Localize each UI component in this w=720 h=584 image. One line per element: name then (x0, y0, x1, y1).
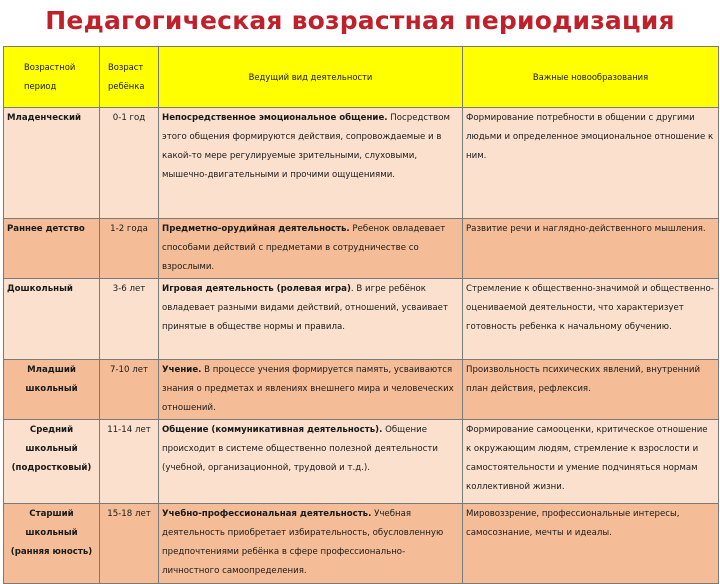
age-cell: 3-6 лет (100, 279, 159, 360)
activity-text: Посредством этого общения формируются действия, сопровождаемые и в какой-то мере регулируемые зрительными, слуховыми, мышечно-двигательными и прочими ощущениями. (162, 113, 450, 180)
header-activity: Ведущий вид деятельности (159, 47, 463, 108)
period-cell: Дошкольный (4, 279, 100, 360)
table-row (4, 108, 719, 219)
header-formations: Важные новообразования (463, 47, 719, 108)
period-cell: Младенческий (4, 108, 100, 219)
table-row (4, 504, 719, 584)
table-row (4, 360, 719, 420)
formations-cell: Мировоззрение, профессиональные интересы, самосознание, мечты и идеалы. (463, 504, 719, 584)
formations-cell: Произвольность психических явлений, внутренний план действия, рефлексия. (463, 360, 719, 420)
age-cell: 0-1 год (100, 108, 159, 219)
period-cell: Младший школьный (4, 360, 100, 420)
formations-cell: Формирование потребности в общении с другими людьми и определенное эмоциональное отношение к ним. (463, 108, 719, 219)
formations-cell: Формирование самооценки, критическое отношение к окружающим людям, стремление к взрослости и самостоятельности и умение подчиняться нормам коллективной жизни. (463, 420, 719, 504)
formations-cell: Стремление к общественно-значимой и общественно-оцениваемой деятельности, что характеризует готовность ребенка к начальному обучению. (463, 279, 719, 360)
activity-bold: Общение (коммуникативная деятельность). (162, 425, 383, 435)
activity-cell (159, 108, 463, 219)
header-age: Возраст ребёнка (100, 47, 159, 108)
period-cell: Средний школьный (подростковый) (4, 420, 100, 504)
period-cell: Раннее детство (4, 219, 100, 279)
activity-cell (159, 279, 463, 360)
age-cell: 11-14 лет (100, 420, 159, 504)
activity-bold: Предметно-орудийная деятельность. (162, 224, 350, 234)
age-cell: 15-18 лет (100, 504, 159, 584)
activity-bold: Учебно-профессиональная деятельность. (162, 509, 372, 519)
activity-text: Учебная деятельность приобретает избирательность, обусловленную предпочтениями ребёнка в сфере профессионально-личностного самоопределения. (162, 509, 444, 576)
formations-cell: Развитие речи и наглядно-действенного мышления. (463, 219, 719, 279)
activity-cell (159, 420, 463, 504)
activity-text: Ребенок овладевает способами действий с предметами в сотрудничестве со взрослыми. (162, 224, 446, 272)
table-row (4, 279, 719, 360)
page-title: Педагогическая возрастная периодизация (45, 6, 675, 35)
activity-cell (159, 219, 463, 279)
activity-bold: Учение. (162, 365, 202, 375)
activity-text: Общение происходит в системе общественно полезной деятельности (учебной, организационной, трудовой и т.д.). (162, 425, 438, 473)
activity-bold: Игровая деятельность (ролевая игра) (162, 284, 351, 294)
table-row (4, 219, 719, 279)
table-row (4, 420, 719, 504)
activity-bold: Непосредственное эмоциональное общение. (162, 113, 388, 123)
period-cell: Старший школьный (ранняя юность) (4, 504, 100, 584)
activity-cell (159, 504, 463, 584)
age-cell: 1-2 года (100, 219, 159, 279)
header-period: Возрастной период (4, 47, 100, 108)
table-header-row (4, 47, 719, 108)
activity-text: . В игре ребёнок овладевает разными видами действий, отношений, усваивает принятые в обществе нормы и правила. (162, 284, 448, 332)
activity-cell (159, 360, 463, 420)
age-cell: 7-10 лет (100, 360, 159, 420)
periodization-table (3, 46, 719, 584)
activity-text: В процессе учения формируется память, усваиваются знания о предметах и явлениях внешнего мира и человеческих отношений. (162, 365, 454, 413)
